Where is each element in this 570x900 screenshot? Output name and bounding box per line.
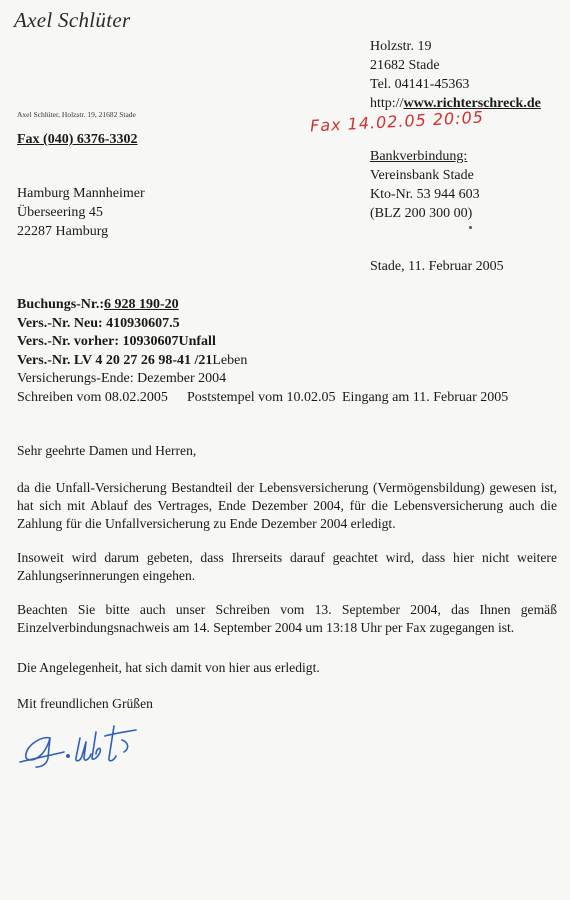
bank-title: Bankverbindung: [370, 149, 468, 164]
buchungs-nr [17, 296, 508, 315]
bank-details [370, 147, 480, 223]
bank-name: Vereinsbank Stade [370, 168, 474, 183]
handwritten-signature [12, 712, 162, 774]
sender-street: Holzstr. 19 [370, 39, 432, 54]
versicherungs-ende: Versicherungs-Ende: Dezember 2004 [17, 371, 227, 386]
buchungs-value: 6 928 190-20 [104, 297, 179, 312]
salutation: Sehr geehrte Damen und Herren, [17, 443, 197, 458]
vers-vorher-suffix: Unfall [178, 334, 216, 349]
vers-nr-neu: Vers.-Nr. Neu: 410930607.5 [17, 315, 180, 331]
sender-address [370, 37, 541, 113]
fax-number: Fax (040) 6376-3302 [17, 132, 138, 147]
recipient-street: Überseering 45 [17, 205, 103, 220]
vers-nr-lv [17, 352, 508, 371]
vers-nr-vorher [17, 333, 508, 352]
fax-timestamp-stamp: Fax 14.02.05 20:05 [309, 107, 485, 136]
vers-lv-suffix: Leben [212, 352, 248, 368]
body-paragraph-2: Insoweit wird darum gebeten, dass Ihrerseits darauf geachtet wird, dass hier nicht weitere Zahlungserinnerungen eingehen. [17, 550, 557, 583]
recipient-company: Hamburg Mannheimer [17, 186, 145, 201]
website-prefix: http:// [370, 96, 404, 111]
vers-vorher-label: Vers.-Nr. vorher: 10930607 [17, 334, 179, 349]
closing-phrase: Mit freundlichen Grüßen [17, 696, 153, 711]
recipient-city: 22287 Hamburg [17, 224, 109, 239]
vers-lv-label: Vers.-Nr. LV 4 20 27 26 98-41 /21 [17, 352, 213, 368]
scan-speck [469, 226, 472, 229]
sender-return-line: Axel Schlüter, Holzstr. 19, 21682 Stade [17, 110, 136, 119]
schreiben-date: Schreiben vom 08.02.2005 [17, 389, 168, 405]
dates-row [17, 389, 508, 408]
sender-city: 21682 Stade [370, 58, 440, 73]
letterhead-name: Axel Schlüter [14, 8, 131, 32]
bank-blz: (BLZ 200 300 00) [370, 206, 473, 221]
body-paragraph-1: da die Unfall-Versicherung Bestandteil der Lebensversicherung (Vermögensbildung) gewesen ist, hat sich mit Ablauf des Vertrages, Ende Dezember 2004, für die Lebensversicherung auch die Zahlung für die Unfallversicherung zu Ende Dezember 2004 erledigt. [17, 480, 557, 531]
recipient-address [17, 184, 145, 241]
poststempel-date: Poststempel vom 10.02.05 [187, 389, 336, 405]
eingang-date: Eingang am 11. Februar 2005 [342, 389, 509, 405]
bank-account: Kto-Nr. 53 944 603 [370, 187, 480, 202]
body-paragraph-4: Die Angelegenheit, hat sich damit von hier aus erledigt. [17, 660, 320, 675]
buchungs-label: Buchungs-Nr.: [17, 297, 105, 312]
body-paragraph-3: Beachten Sie bitte auch unser Schreiben vom 13. September 2004, das Ihnen gemäß Einzelverbindungsnachweis am 14. September 2004 um 13:18 Uhr per Fax zugegangen ist. [17, 602, 557, 635]
reference-block [17, 296, 508, 407]
sender-phone: Tel. 04141-45363 [370, 77, 470, 92]
letter-date: Stade, 11. Februar 2005 [370, 259, 504, 274]
website-link[interactable]: www.richterschreck.de [403, 96, 541, 111]
